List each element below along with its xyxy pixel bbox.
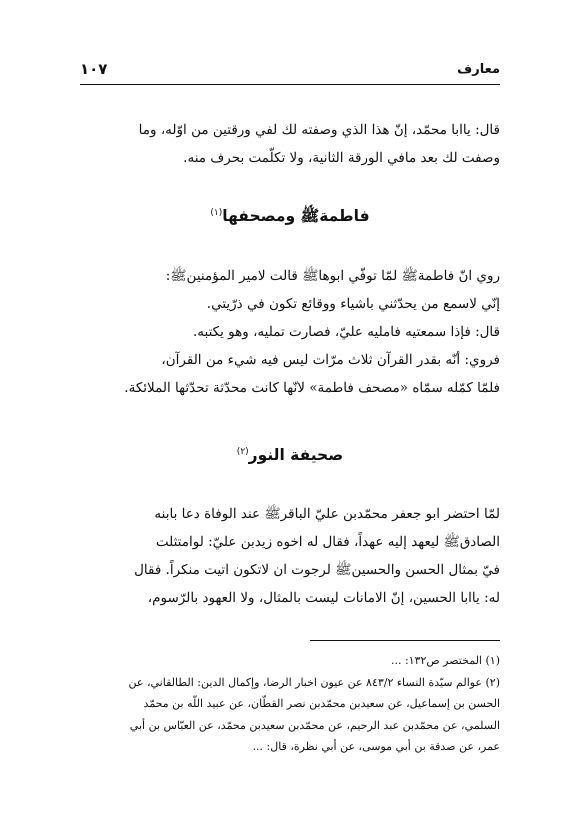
body-line: لمّا احتضر ابو جعفر محمّدبن عليّ الباقرﷺ عند الوفاة دعا بابنه <box>154 506 500 522</box>
footnotes <box>80 650 500 758</box>
footnote-line: عمر، عن صدقة بن أبي موسى، عن أبي نظرة، قال: ... <box>252 740 500 753</box>
intro-line: وصفت لك بعد مافي الورقة الثانية، ولا تكلّمت بحرف منه. <box>183 150 500 166</box>
footnote-marker: (٢) <box>236 446 249 457</box>
body-line: فلمّا كمّله سمّاه «مصحف فاطمة» لانّها كانت محدّثة تحدّثها الملائكة. <box>124 380 500 396</box>
body-line: فروي: أنّه بقدر القرآن ثلاث مرّات ليس فيه شيء من القرآن، <box>161 352 500 368</box>
section-body-nur <box>80 500 500 612</box>
body-line: فيّ بمثال الحسن والحسينﷺ لرجوت ان لاتكون اتيت منكراً. فقال <box>134 562 500 578</box>
body-line: الصادقﷺ ليعهد إليه عهداً، فقال له اخوه زيدبن عليّ: لوامتثلت <box>155 534 500 550</box>
footnote-marker: (١) <box>210 207 223 218</box>
body-line: له: ياابا الحسين، إنّ الامانات ليست بالمثال، ولا العهود بالرّسوم، <box>147 590 500 606</box>
footnote-divider <box>310 640 500 641</box>
footnote-line: (٢) عوالم سيّدة النساء ٨٤٣/٢ عن عيون اخبار الرضا، وإكمال الدين: الطالقاني، عن <box>128 675 500 689</box>
intro-line: قال: ياابا محمّد، إنّ هذا الذي وصفته لك لفي ورقتين من اوّله، وما <box>138 122 500 138</box>
intro-paragraph <box>80 116 500 172</box>
section-title: فاطمةﷺ ومصحفها <box>222 207 370 225</box>
footnote-line: (١) المختصر ص١٣٢: ... <box>390 654 500 667</box>
body-line: روي انّ فاطمةﷺ لمّا توفّي ابوهاﷺ قالت لامير المؤمنينﷺ: <box>165 268 500 284</box>
body-line: إنّي لاسمع من يحدّثني باشياء ووقائع تكون في ذرّيتي. <box>206 296 500 312</box>
footnote-line: الحسن بن إسماعيل، عن سعيدبن محمّدبن نصر القطّان، عن عبيد اللّه بن محمّد <box>143 697 500 710</box>
running-header <box>80 60 500 85</box>
footnote-line: السلمي، عن محمّدبن عبد الرحيم، عن محمّدبن سعيدبن محمّد، عن العبّاس بن أبي <box>129 718 500 732</box>
section-body-fatima <box>80 262 500 402</box>
section-heading-nur <box>80 446 500 464</box>
section-heading-fatima <box>80 206 500 229</box>
running-title: معارف <box>457 62 500 77</box>
section-title: صحيفة النور <box>248 446 344 464</box>
page-number: ١٠٧ <box>80 60 108 78</box>
body-line: قال: فإذا سمعتيه فامليه عليّ، فصارت تمليه، وهو يكتبه. <box>192 324 500 340</box>
